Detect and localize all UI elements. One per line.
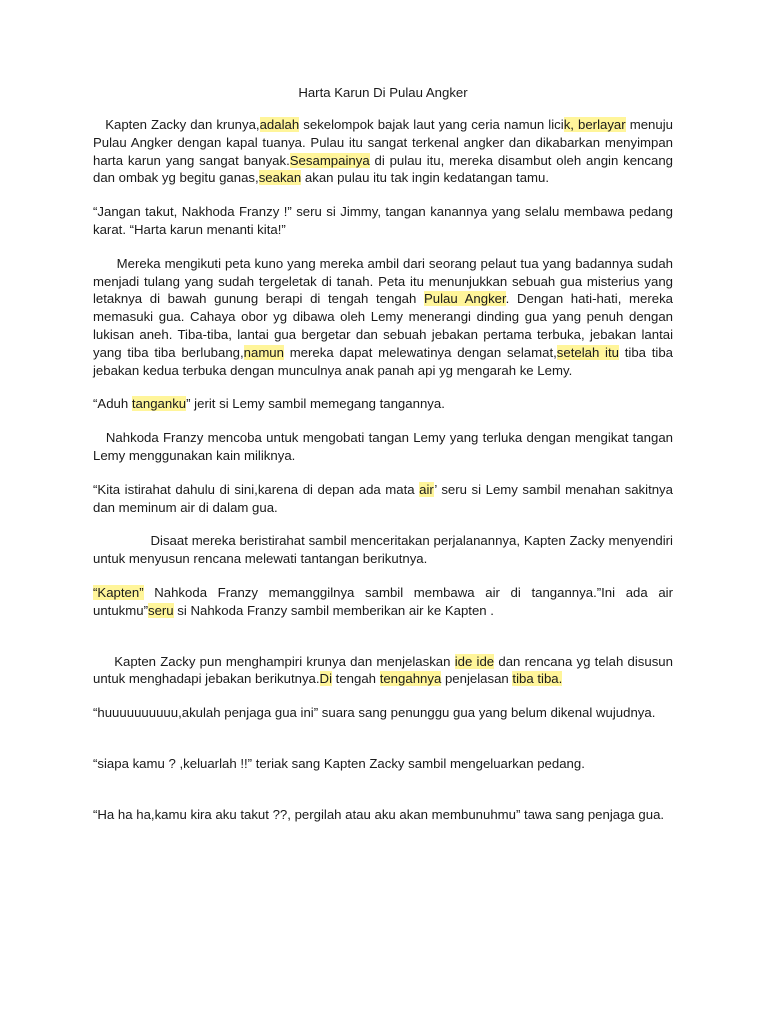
- text-run: Nahkoda Franzy memanggilnya sambil membawa air di tangannya.”Ini ada air untukmu”: [93, 584, 673, 618]
- text-run: Mereka mengikuti peta kuno yang mereka ambil dari seorang pelaut tua yang badannya sudah menjadi tulang yang sudah tergeletak di tanah. Peta itu menunjukkan sebuah gua misterius yang letaknya di bawah gunung berapi di tengah tengah: [93, 255, 674, 307]
- highlighted-text: seru: [147, 602, 174, 618]
- text-run: “Jangan takut, Nakhoda Franzy !” seru si Jimmy, tangan kanannya yang selalu membawa pedang karat. “Harta karun menanti kita!”: [93, 204, 673, 237]
- paragraph-indent: [93, 654, 114, 669]
- paragraph: [93, 429, 673, 465]
- highlighted-text: seakan: [258, 170, 302, 186]
- text-run: “Kita istirahat dahulu di sini,karena di depan ada mata: [93, 481, 420, 497]
- text-run: tengah: [332, 671, 380, 687]
- paragraph: [93, 806, 673, 824]
- text-run: “huuuuuuuuuu,akulah penjaga gua ini” suara sang penunggu gua yang belum dikenal wujudnya.: [93, 705, 656, 721]
- paragraph: [93, 481, 673, 517]
- highlighted-text: ide ide: [454, 653, 495, 669]
- text-run: si Nahkoda Franzy sambil memberikan air ke Kapten .: [173, 602, 494, 618]
- text-run: tiba tiba jebakan kedua terbuka dengan munculnya anak panah api yg mengarah ke Lemy.: [93, 344, 673, 378]
- document-page: [93, 84, 673, 824]
- highlighted-text: tengahnya: [379, 671, 442, 687]
- document-title: Harta Karun Di Pulau Angker: [298, 85, 468, 100]
- text-run: sekelompok bajak laut yang ceria namun lici: [299, 117, 564, 132]
- text-run: dan rencana yg telah disusun untuk menghadapi jebakan berikutnya.: [93, 653, 673, 687]
- highlighted-text: tanganku: [131, 396, 187, 412]
- paragraph: [93, 255, 673, 380]
- text-run: Kapten Zacky dan krunya,: [105, 117, 260, 132]
- text-run: ’ seru si Lemy sambil menahan sakitnya dan meminum air di dalam gua.: [93, 481, 673, 515]
- text-run: menuju Pulau Angker dengan kapal tuanya. Pulau itu sangat terkenal angker dan dikabarkan menyimpan harta karun yang sangat banyak.: [93, 117, 673, 168]
- text-run: “Ha ha ha,kamu kira aku takut ??, pergilah atau aku akan membunuhmu” tawa sang penjaga gua.: [93, 806, 665, 822]
- text-run: . Dengan hati-hati, mereka memasuki gua. Cahaya obor yg dibawa oleh Lemy menerangi dinding gua yang penuh dengan lukisan aneh. Tiba-tiba, lantai gua bergetar dan sebuah jebakan pertama terbuka, jebakan lantai yang tiba tiba berlubang,: [93, 291, 674, 360]
- highlighted-text: adalah: [259, 117, 300, 132]
- paragraph: [93, 755, 673, 773]
- paragraph: [93, 395, 673, 413]
- highlighted-text: Pulau Angker: [423, 291, 506, 307]
- highlighted-text: Di: [319, 671, 333, 687]
- paragraph: [93, 532, 673, 568]
- text-run: “Aduh: [93, 396, 132, 412]
- text-run: Nahkoda Franzy mencoba untuk mengobati tangan Lemy yang terluka dengan mengikat tangan Lemy menggunakan kain miliknya.: [93, 430, 673, 463]
- paragraph: [93, 203, 673, 239]
- text-run: Kapten Zacky pun menghampiri krunya dan menjelaskan: [114, 653, 455, 669]
- text-run: mereka dapat melewatinya dengan selamat,: [283, 344, 557, 360]
- text-run: ” jerit si Lemy sambil memegang tangannya.: [186, 396, 445, 412]
- highlighted-text: namun: [243, 344, 284, 360]
- highlighted-text: k, berlayar: [563, 117, 626, 132]
- paragraph: [93, 704, 673, 722]
- highlighted-text: air: [419, 481, 435, 497]
- paragraph-indent: [93, 117, 105, 132]
- highlighted-text: “Kapten”: [93, 584, 144, 600]
- paragraph-indent: [93, 533, 150, 548]
- paragraph: [93, 116, 673, 187]
- paragraph-indent: [93, 256, 117, 271]
- highlighted-text: Sesampainya: [289, 152, 370, 168]
- text-run: “siapa kamu ? ,keluarlah !!” teriak sang Kapten Zacky sambil mengeluarkan pedang.: [93, 755, 585, 771]
- text-run: di pulau itu, mereka disambut oleh angin kencang dan ombak yg begitu ganas,: [93, 152, 673, 186]
- paragraph: [93, 584, 673, 620]
- highlighted-text: tiba tiba.: [512, 671, 563, 687]
- document-body: [93, 116, 673, 824]
- paragraph: [93, 653, 673, 689]
- paragraph-indent: [93, 430, 106, 445]
- text-run: penjelasan: [441, 671, 513, 687]
- text-run: akan pulau itu tak ingin kedatangan tamu.: [301, 170, 550, 186]
- highlighted-text: setelah itu: [556, 344, 619, 360]
- text-run: Disaat mereka beristirahat sambil menceritakan perjalanannya, Kapten Zacky menyendiri untuk menyusun rencana melewati tantangan berikutnya.: [93, 533, 673, 567]
